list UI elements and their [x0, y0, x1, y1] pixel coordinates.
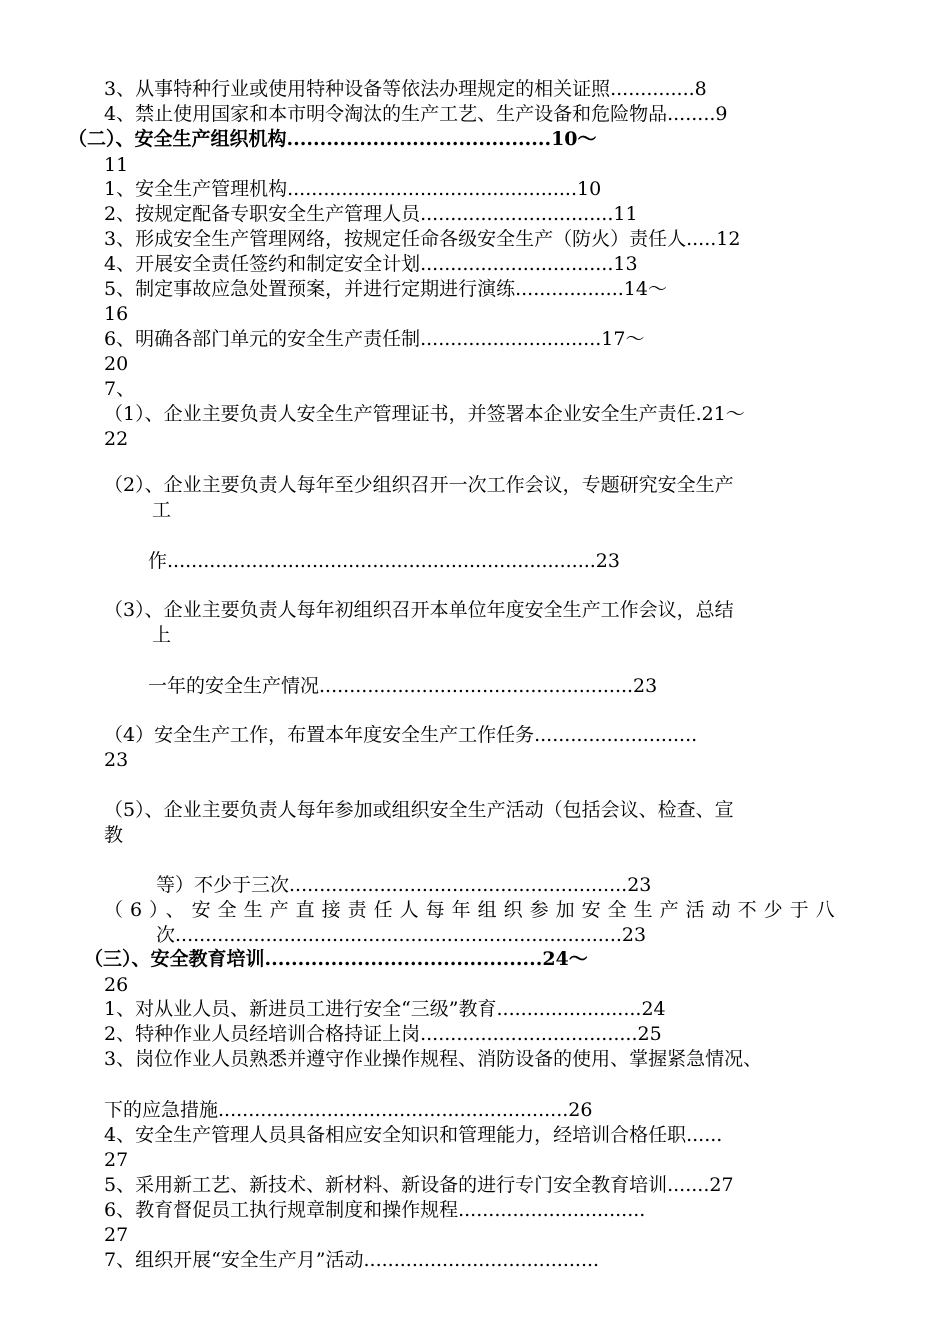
toc-entry: 5、采用新工艺、新技术、新材料、新设备的进行专门安全教育培训.......27	[104, 1174, 734, 1196]
toc-page-number: 16	[104, 303, 129, 325]
toc-entry: 4、禁止使用国家和本市明令淘汰的生产工艺、生产设备和危险物品........9	[104, 103, 728, 125]
toc-entry: 6、明确各部门单元的安全生产责任制..............................17～	[104, 328, 645, 350]
toc-subentry-wrap: 教	[104, 824, 124, 846]
toc-subentry: （6）、安全生产直接责任人每年组织参加安全生产活动不少于八	[104, 899, 842, 921]
toc-entry: 7、组织开展“安全生产月”活动.......................................	[104, 1249, 600, 1271]
toc-subentry-wrap: 工	[152, 499, 172, 521]
toc-page-number: 27	[104, 1149, 129, 1171]
toc-entry: 3、形成安全生产管理网络，按规定任命各级安全生产（防火）责任人.....12	[104, 228, 741, 250]
toc-entry: 1、对从业人员、新进员工进行安全“三级”教育........................24	[104, 998, 666, 1020]
toc-page-number: 27	[104, 1224, 129, 1246]
toc-subentry-continuation: 等）不少于三次........................................................23	[156, 874, 652, 896]
toc-subentry-continuation: 作.......................................................................23	[148, 550, 620, 572]
toc-subentry: （3）、企业主要负责人每年初组织召开本单位年度安全生产工作会议，总结	[104, 599, 734, 621]
toc-subentry-wrap: 上	[152, 624, 172, 646]
toc-entry: 3、从事特种行业或使用特种设备等依法办理规定的相关证照..............8	[104, 78, 707, 100]
toc-entry: 7、	[104, 378, 136, 400]
toc-page-number: 26	[104, 974, 129, 996]
toc-entry: 4、开展安全责任签约和制定安全计划................................13	[104, 253, 638, 275]
toc-page-number: 22	[104, 428, 129, 450]
toc-subentry: （5）、企业主要负责人每年参加或组织安全生产活动（包括会议、检查、宣	[104, 799, 734, 821]
toc-entry: 1、安全生产管理机构................................................10	[104, 178, 602, 200]
toc-entry: 2、特种作业人员经培训合格持证上岗....................................25	[104, 1023, 662, 1045]
toc-subentry-continuation: 一年的安全生产情况....................................................23	[148, 675, 658, 697]
toc-entry: 5、制定事故应急处置预案，并进行定期进行演练..................14～	[104, 278, 667, 300]
toc-subentry: （1）、企业主要负责人安全生产管理证书，并签署本企业安全生产责任.21～	[104, 403, 745, 425]
toc-entry-continuation: 下的应急措施..........................................................26	[104, 1099, 593, 1121]
toc-entry: 3、岗位作业人员熟悉并遵守作业操作规程、消防设备的使用、掌握紧急情况、	[104, 1048, 763, 1070]
toc-page-number: 11	[104, 154, 129, 176]
toc-entry: 2、按规定配备专职安全生产管理人员................................11	[104, 203, 638, 225]
toc-entry: 4、安全生产管理人员具备相应安全知识和管理能力，经培训合格任职......	[104, 1124, 723, 1146]
toc-section-heading: （三）、安全教育培训..........................................24～	[84, 948, 588, 970]
toc-section-heading: （二）、安全生产组织机构........................................10～	[68, 128, 597, 150]
toc-subentry: （4）安全生产工作，布置本年度安全生产工作任务...........................	[104, 724, 698, 746]
toc-page-number: 20	[104, 353, 129, 375]
toc-page-number: 23	[104, 749, 129, 771]
toc-entry: 6、教育督促员工执行规章制度和操作规程...............................	[104, 1199, 646, 1221]
toc-subentry: （2）、企业主要负责人每年至少组织召开一次工作会议，专题研究安全生产	[104, 474, 734, 496]
toc-subentry-continuation: 次..........................................................................23	[156, 924, 647, 946]
